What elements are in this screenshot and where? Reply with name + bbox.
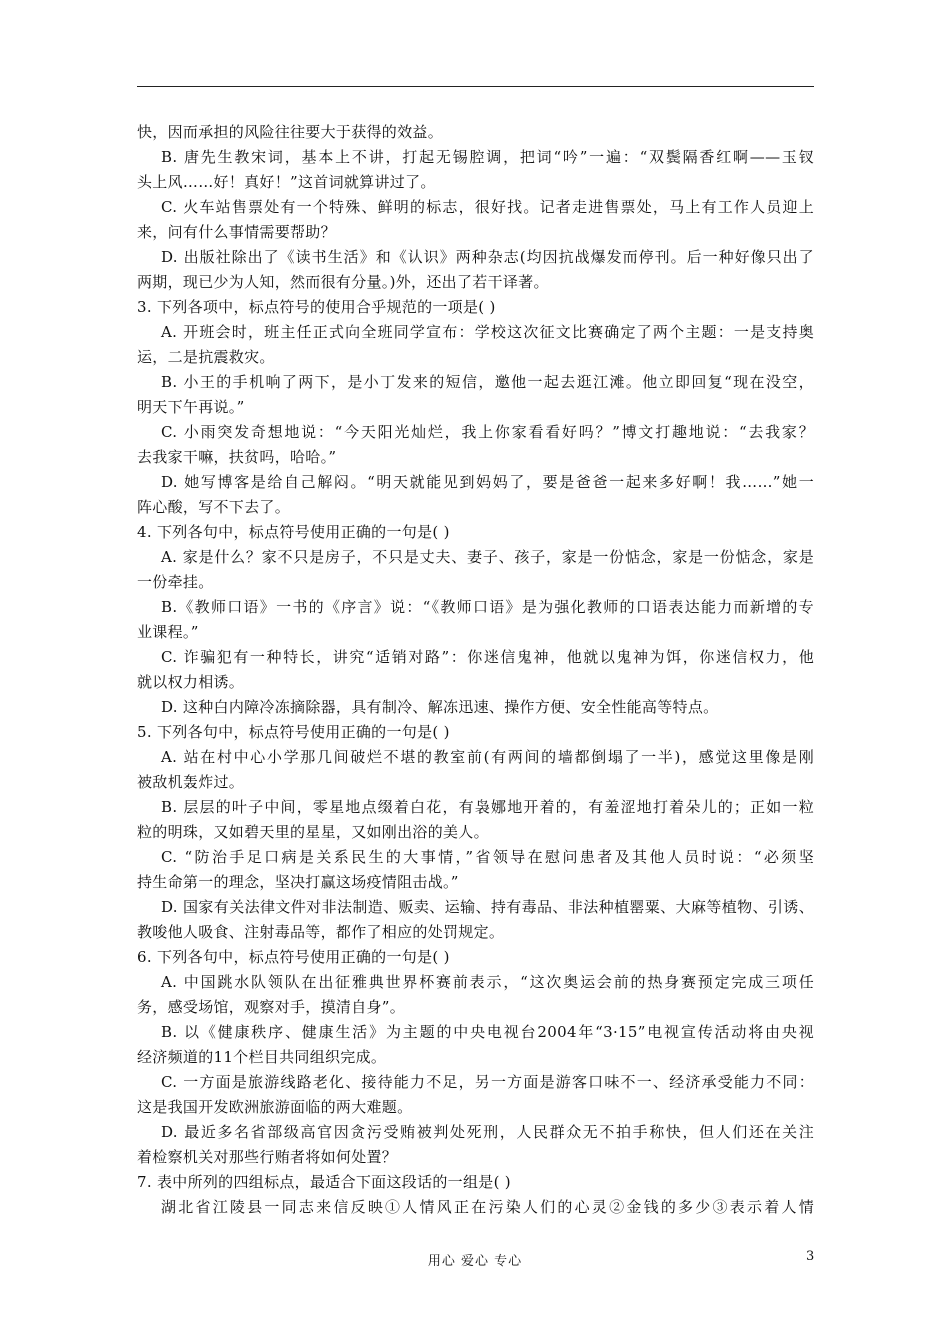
text-line: D. 最近多名省部级高官因贪污受贿被判处死刑，人民群众无不拍手称快，但人们还在关注: [161, 1123, 814, 1141]
text-line: 来，问有什么事情需要帮助？: [137, 223, 336, 241]
text-line: 头上风……好！真好！”这首词就算讲过了。: [137, 173, 436, 191]
text-line: 业课程。”: [137, 623, 199, 641]
text-line: B. 唐先生教宋词，基本上不讲，打起无锡腔调，把词“吟”一遍：“双鬓隔香红啊——玉钗: [161, 148, 814, 166]
text-line: 运，二是抗震救灾。: [137, 348, 275, 366]
text-line: 着检察机关对那些行贿者将如何处置？: [137, 1148, 398, 1166]
text-line: 经济频道的11个栏目共同组织完成。: [137, 1048, 387, 1066]
page-number: 3: [806, 1249, 815, 1264]
text-line: A. 家是什么？家不只是房子，不只是丈夫、妻子、孩子，家是一份惦念，家是一份惦念，家是: [161, 548, 814, 566]
text-line: D. 她写博客是给自己解闷。“明天就能见到妈妈了，要是爸爸一起来多好啊！我……”她一: [161, 473, 814, 491]
text-line: C. “防治手足口病是关系民生的大事情，”省领导在慰问患者及其他人员时说：“必须坚: [161, 848, 814, 866]
text-line: C. 小雨突发奇想地说：“今天阳光灿烂，我上你家看看好吗？”博文打趣地说：“去我家？: [161, 423, 814, 441]
text-line: 阵心酸，写不下去了。: [137, 498, 291, 516]
text-line: C. 诈骗犯有一种特长，讲究“适销对路”：你迷信鬼神，他就以鬼神为饵，你迷信权力，他: [161, 648, 814, 666]
question-heading: 4. 下列各句中，标点符号使用正确的一句是( ): [137, 523, 450, 541]
text-line: B. 小王的手机响了两下，是小丁发来的短信，邀他一起去逛江滩。他立即回复“现在没空，: [161, 373, 814, 391]
text-line: 明天下午再说。”: [137, 398, 245, 416]
text-line: 快，因而承担的风险往往要大于获得的效益。: [137, 123, 444, 141]
text-line: B. 层层的叶子中间，零星地点缀着白花，有袅娜地开着的，有羞涩地打着朵儿的；正如一粒: [161, 798, 814, 816]
text-line: 粒的明珠，又如碧天里的星星，又如刚出浴的美人。: [137, 823, 489, 841]
text-line: 被敌机轰炸过。: [137, 773, 245, 791]
text-line: B. 以《健康秩序、健康生活》为主题的中央电视台2004年“3·15”电视宣传活动将由央视: [161, 1023, 814, 1041]
text-line: D. 出版社除出了《读书生活》和《认识》两种杂志(均因抗战爆发而停刊。后一种好像只出了: [161, 248, 814, 266]
text-line: A. 开班会时，班主任正式向全班同学宣布：学校这次征文比赛确定了两个主题：一是支持奥: [161, 323, 814, 341]
text-line: D. 这种白内障冷冻摘除器，具有制冷、解冻迅速、操作方便、安全性能高等特点。: [161, 698, 719, 716]
text-line: A. 站在村中心小学那几间破烂不堪的教室前(有两间的墙都倒塌了一半)，感觉这里像是刚: [161, 748, 814, 766]
text-line: 持生命第一的理念，坚决打赢这场疫情阻击战。”: [137, 873, 459, 891]
text-line: 就以权力相诱。: [137, 673, 245, 691]
text-line: 这是我国开发欧洲旅游面临的两大难题。: [137, 1098, 413, 1116]
text-line: 去我家干嘛，扶贫吗，哈哈。”: [137, 448, 337, 466]
text-line: 一份牵挂。: [137, 573, 214, 591]
text-line: 湖北省江陵县一同志来信反映①人情风正在污染人们的心灵②金钱的多少③表示着人情: [161, 1198, 814, 1216]
text-line: C. 火车站售票处有一个特殊、鲜明的标志，很好找。记者走进售票处，马上有工作人员迎上: [161, 198, 814, 216]
footer-slogan: 用心 爱心 专心: [427, 1254, 523, 1269]
text-line: A. 中国跳水队领队在出征雅典世界杯赛前表示，“这次奥运会前的热身赛预定完成三项任: [161, 973, 814, 991]
header-rule: [137, 86, 814, 87]
text-line: C. 一方面是旅游线路老化、接待能力不足，另一方面是游客口味不一、经济承受能力不同：: [161, 1073, 814, 1091]
question-heading: 5. 下列各句中，标点符号使用正确的一句是( ): [137, 723, 450, 741]
text-line: B.《教师口语》一书的《序言》说：“《教师口语》是为强化教师的口语表达能力而新增的专: [161, 598, 814, 616]
text-line: 务，感受场馆，观察对手，摸清自身”。: [137, 998, 406, 1016]
text-line: 教唆他人吸食、注射毒品等，都作了相应的处罚规定。: [137, 923, 505, 941]
question-heading: 6. 下列各句中，标点符号使用正确的一句是( ): [137, 948, 450, 966]
question-heading: 3. 下列各项中，标点符号的使用合乎规范的一项是( ): [137, 298, 496, 316]
text-line: 两期，现已少为人知，然而很有分量。)外，还出了若干译著。: [137, 273, 549, 291]
text-line: D. 国家有关法律文件对非法制造、贩卖、运输、持有毒品、非法种植罂粟、大麻等植物、引诱、: [161, 898, 814, 916]
question-heading: 7. 表中所列的四组标点，最适合下面这段话的一组是( ): [137, 1173, 511, 1191]
